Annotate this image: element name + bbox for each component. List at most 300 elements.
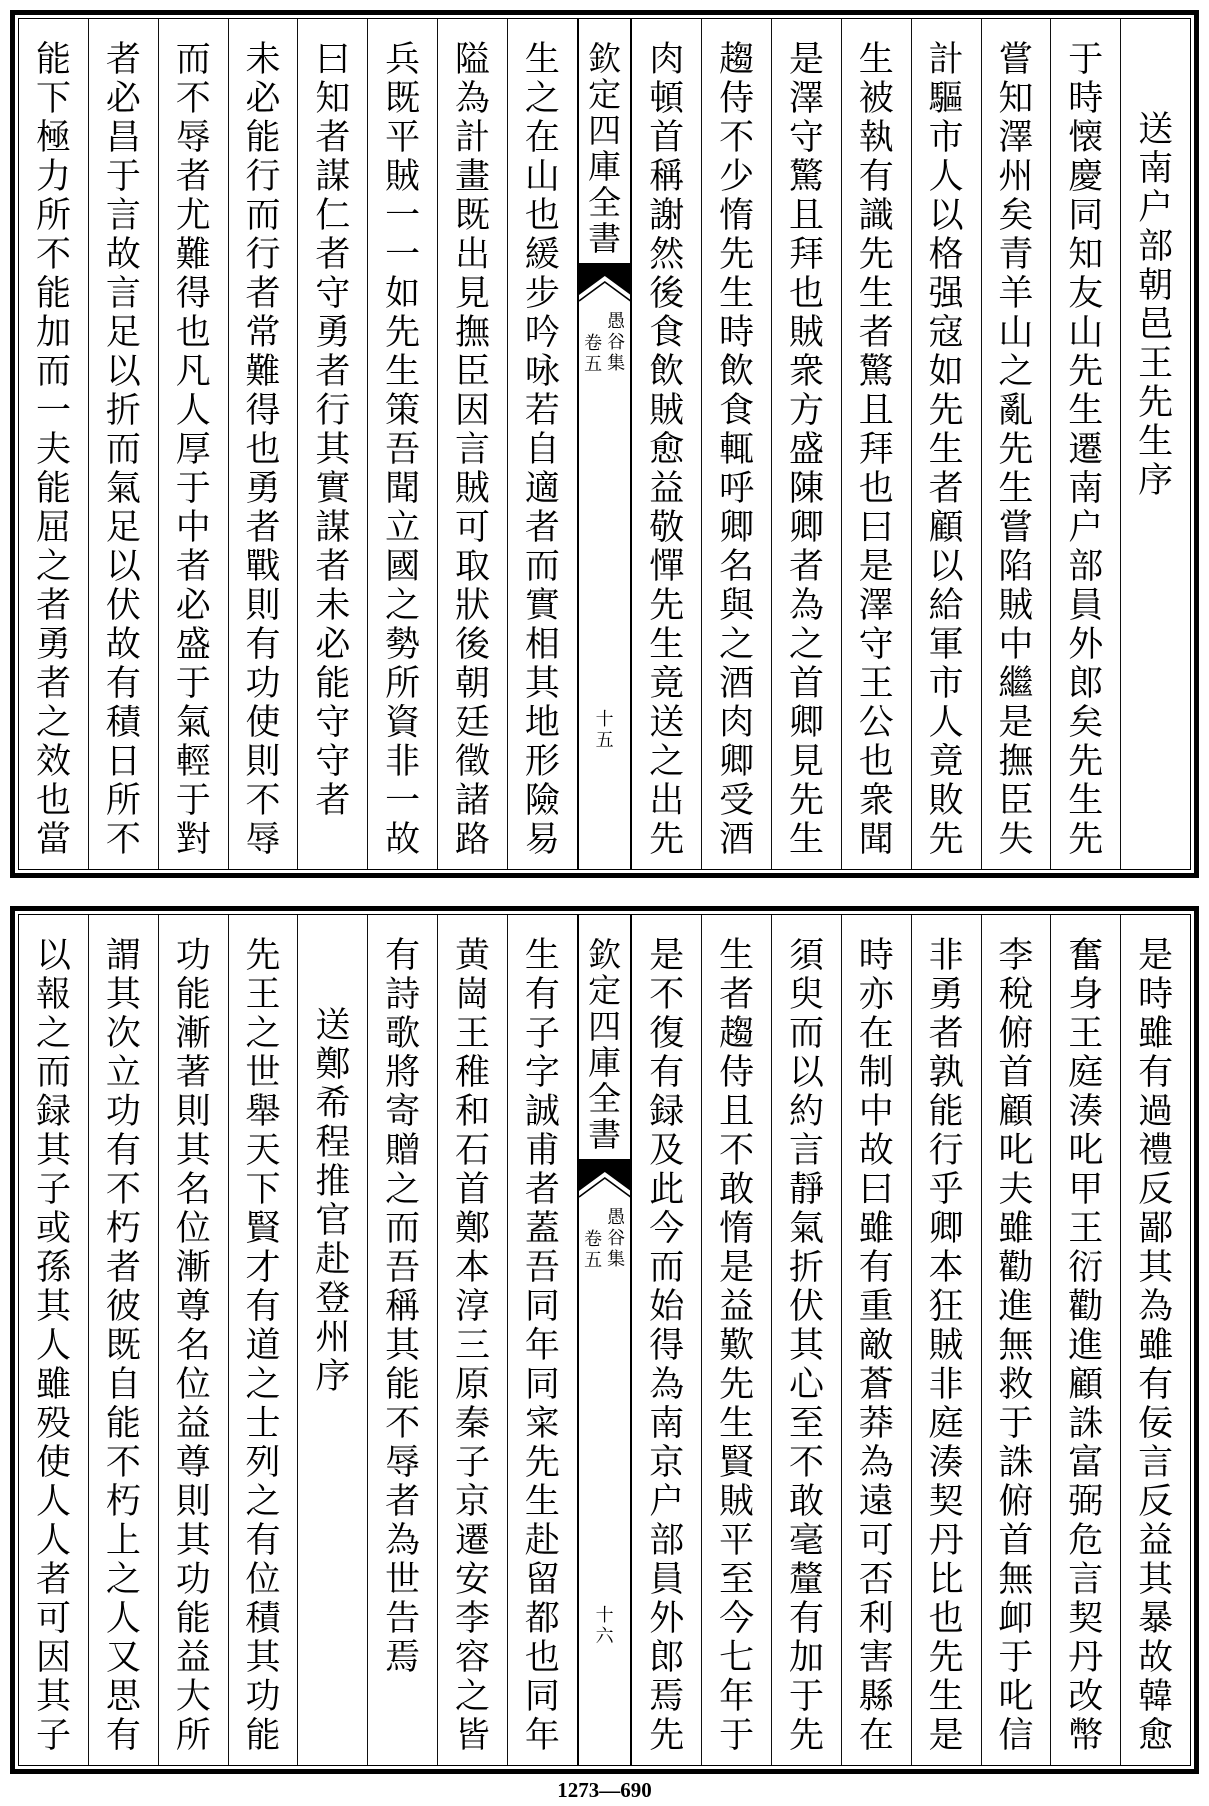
glyph: 先 bbox=[1068, 742, 1104, 782]
glyph: 靜 bbox=[788, 1170, 824, 1210]
glyph: 中 bbox=[858, 1092, 894, 1132]
glyph: 本 bbox=[928, 1248, 964, 1288]
glyph: 送 bbox=[1138, 110, 1174, 150]
glyph: 韓 bbox=[1138, 1677, 1174, 1717]
glyph: 漸 bbox=[175, 1248, 211, 1288]
glyph: 信 bbox=[998, 1716, 1034, 1756]
glyph: 留 bbox=[524, 1560, 560, 1600]
glyph: 陳 bbox=[788, 469, 824, 509]
glyph: 非 bbox=[928, 1365, 964, 1405]
glyph: 慶 bbox=[1068, 157, 1104, 197]
glyph: 否 bbox=[858, 1560, 894, 1600]
glyph: 其 bbox=[1138, 1248, 1174, 1288]
glyph: 時 bbox=[858, 936, 894, 976]
glyph: 者 bbox=[524, 508, 560, 548]
glyph: 也 bbox=[36, 781, 72, 821]
glyph: 京 bbox=[455, 1482, 491, 1522]
glyph: 賊 bbox=[719, 1482, 755, 1522]
glyph: 五 bbox=[595, 730, 614, 751]
glyph: 計 bbox=[455, 118, 491, 158]
glyph: 將 bbox=[385, 1053, 421, 1093]
glyph: 愚 bbox=[607, 311, 626, 332]
glyph: 無 bbox=[998, 1326, 1034, 1366]
glyph: 曰 bbox=[858, 508, 894, 548]
glyph: 而 bbox=[245, 196, 281, 236]
glyph: 言 bbox=[105, 274, 141, 314]
glyph: 必 bbox=[315, 625, 351, 665]
glyph: 以 bbox=[928, 196, 964, 236]
glyph: 生 bbox=[1068, 781, 1104, 821]
glyph: 利 bbox=[858, 1599, 894, 1639]
glyph: 曰 bbox=[315, 40, 351, 80]
text-column bbox=[981, 915, 1051, 1765]
glyph: 郎 bbox=[1068, 664, 1104, 704]
glyph: 仁 bbox=[315, 196, 351, 236]
glyph: 有 bbox=[245, 1521, 281, 1561]
glyph: 亦 bbox=[858, 975, 894, 1015]
glyph: 者 bbox=[315, 352, 351, 392]
glyph: 至 bbox=[719, 1560, 755, 1600]
glyph: 徵 bbox=[455, 742, 491, 782]
glyph: 王 bbox=[1068, 1014, 1104, 1054]
glyph: 次 bbox=[105, 1014, 141, 1054]
glyph: 本 bbox=[455, 1248, 491, 1288]
glyph: 敵 bbox=[858, 1326, 894, 1366]
glyph: 孰 bbox=[928, 1053, 964, 1093]
text-column bbox=[981, 19, 1051, 869]
glyph: 户 bbox=[649, 1482, 685, 1522]
glyph: 者 bbox=[245, 274, 281, 314]
glyph: 而 bbox=[649, 1248, 685, 1288]
glyph: 淳 bbox=[455, 1287, 491, 1327]
glyph: 資 bbox=[385, 703, 421, 743]
glyph: 雖 bbox=[858, 1209, 894, 1249]
glyph: 受 bbox=[719, 781, 755, 821]
glyph: 肉 bbox=[649, 40, 685, 80]
glyph: 故 bbox=[105, 235, 141, 275]
glyph: 先 bbox=[649, 1716, 685, 1756]
glyph: 彼 bbox=[105, 1287, 141, 1327]
glyph: 人 bbox=[175, 391, 211, 431]
glyph: 陷 bbox=[998, 547, 1034, 587]
glyph: 所 bbox=[385, 664, 421, 704]
glyph: 先 bbox=[928, 1638, 964, 1678]
glyph: 歌 bbox=[385, 1014, 421, 1054]
glyph: 折 bbox=[105, 391, 141, 431]
glyph: 弼 bbox=[1068, 1482, 1104, 1522]
glyph: 地 bbox=[524, 703, 560, 743]
glyph: 士 bbox=[245, 1404, 281, 1444]
glyph: 朽 bbox=[105, 1482, 141, 1522]
text-column bbox=[88, 19, 158, 869]
volume-label bbox=[583, 333, 603, 375]
glyph: 先 bbox=[649, 586, 685, 626]
glyph: 昌 bbox=[105, 118, 141, 158]
glyph: 輕 bbox=[175, 742, 211, 782]
volume-label bbox=[583, 1229, 603, 1271]
glyph: 誠 bbox=[524, 1092, 560, 1132]
glyph: 則 bbox=[245, 742, 281, 782]
glyph: 鄭 bbox=[315, 1045, 351, 1085]
text-column bbox=[841, 915, 911, 1765]
glyph: 書 bbox=[588, 1115, 622, 1154]
glyph: 竟 bbox=[649, 664, 685, 704]
glyph: 賊 bbox=[928, 1326, 964, 1366]
glyph: 庭 bbox=[928, 1404, 964, 1444]
glyph: 者 bbox=[315, 781, 351, 821]
glyph: 丹 bbox=[1068, 1638, 1104, 1678]
glyph: 其 bbox=[36, 1677, 72, 1717]
glyph: 辱 bbox=[385, 1443, 421, 1483]
glyph: 朝 bbox=[1138, 266, 1174, 306]
glyph: 飲 bbox=[649, 352, 685, 392]
glyph: 之 bbox=[788, 625, 824, 665]
glyph: 能 bbox=[105, 1404, 141, 1444]
glyph: 名 bbox=[719, 547, 755, 587]
glyph: 三 bbox=[455, 1326, 491, 1366]
glyph: 州 bbox=[998, 157, 1034, 197]
text-column bbox=[437, 915, 507, 1765]
glyph: 李 bbox=[998, 936, 1034, 976]
text-column bbox=[1120, 915, 1190, 1765]
center-strip bbox=[577, 915, 631, 1765]
glyph: 夫 bbox=[36, 430, 72, 470]
glyph: 平 bbox=[719, 1521, 755, 1561]
page-reference: 1273—690 bbox=[557, 1778, 652, 1802]
glyph: 驚 bbox=[858, 352, 894, 392]
glyph: 有 bbox=[649, 1053, 685, 1093]
glyph: 臣 bbox=[455, 352, 491, 392]
glyph: 子 bbox=[36, 1170, 72, 1210]
glyph: 王 bbox=[1068, 1209, 1104, 1249]
glyph: 山 bbox=[1068, 313, 1104, 353]
glyph: 先 bbox=[649, 820, 685, 860]
glyph: 狀 bbox=[455, 586, 491, 626]
glyph: 懐 bbox=[1068, 118, 1104, 158]
glyph: 顧 bbox=[1068, 1365, 1104, 1405]
glyph: 後 bbox=[455, 625, 491, 665]
glyph: 雖 bbox=[998, 1209, 1034, 1249]
glyph: 之 bbox=[649, 742, 685, 782]
glyph: 甲 bbox=[1068, 1170, 1104, 1210]
glyph: 員 bbox=[1068, 586, 1104, 626]
glyph: 生 bbox=[1068, 391, 1104, 431]
glyph: 酒 bbox=[719, 820, 755, 860]
glyph: 或 bbox=[36, 1209, 72, 1249]
fishtail-ornament bbox=[579, 1159, 631, 1199]
glyph: 在 bbox=[524, 118, 560, 158]
glyph: 欽 bbox=[588, 39, 622, 78]
glyph: 下 bbox=[245, 1170, 281, 1210]
glyph: 先 bbox=[1068, 820, 1104, 860]
glyph: 為 bbox=[649, 1365, 685, 1405]
glyph: 李 bbox=[455, 1599, 491, 1639]
glyph: 賢 bbox=[245, 1209, 281, 1249]
text-column bbox=[507, 19, 577, 869]
glyph: 盛 bbox=[175, 625, 211, 665]
glyph: 先 bbox=[928, 820, 964, 860]
glyph: 衍 bbox=[1068, 1248, 1104, 1288]
glyph: 寄 bbox=[385, 1092, 421, 1132]
glyph: 其 bbox=[788, 1326, 824, 1366]
glyph: 書 bbox=[588, 219, 622, 258]
glyph: 識 bbox=[858, 196, 894, 236]
glyph: 心 bbox=[788, 1365, 824, 1405]
glyph: 也 bbox=[858, 742, 894, 782]
glyph: 叱 bbox=[1068, 1131, 1104, 1171]
glyph: 謀 bbox=[315, 157, 351, 197]
glyph: 遷 bbox=[1068, 430, 1104, 470]
glyph: 凡 bbox=[175, 352, 211, 392]
glyph: 世 bbox=[385, 1560, 421, 1600]
text-column bbox=[367, 19, 437, 869]
glyph: 先 bbox=[524, 1443, 560, 1483]
glyph: 先 bbox=[788, 781, 824, 821]
glyph: 俯 bbox=[998, 1482, 1034, 1522]
glyph: 常 bbox=[245, 313, 281, 353]
glyph: 卿 bbox=[788, 508, 824, 548]
glyph: 其 bbox=[524, 664, 560, 704]
glyph: 王 bbox=[455, 1014, 491, 1054]
glyph: 録 bbox=[649, 1092, 685, 1132]
text-column bbox=[911, 19, 981, 869]
glyph: 折 bbox=[788, 1248, 824, 1288]
glyph: 時 bbox=[719, 313, 755, 353]
glyph: 先 bbox=[858, 235, 894, 275]
glyph: 執 bbox=[858, 118, 894, 158]
glyph: 于 bbox=[105, 157, 141, 197]
glyph: 勇 bbox=[928, 975, 964, 1015]
glyph: 自 bbox=[105, 1365, 141, 1405]
glyph: 實 bbox=[524, 586, 560, 626]
glyph: 位 bbox=[175, 1209, 211, 1249]
glyph: 于 bbox=[175, 469, 211, 509]
glyph: 實 bbox=[315, 469, 351, 509]
glyph: 與 bbox=[719, 586, 755, 626]
glyph: 卷 bbox=[584, 333, 603, 354]
glyph: 而 bbox=[385, 1209, 421, 1249]
glyph: 出 bbox=[455, 235, 491, 275]
glyph: 不 bbox=[105, 820, 141, 860]
glyph: 賊 bbox=[385, 157, 421, 197]
glyph: 人 bbox=[105, 1599, 141, 1639]
glyph: 有 bbox=[858, 1248, 894, 1288]
glyph: 之 bbox=[524, 79, 560, 119]
glyph: 後 bbox=[649, 274, 685, 314]
glyph: 七 bbox=[719, 1638, 755, 1678]
text-column bbox=[911, 915, 981, 1765]
glyph: 呼 bbox=[719, 469, 755, 509]
glyph: 氣 bbox=[175, 703, 211, 743]
glyph: 步 bbox=[524, 274, 560, 314]
text-column bbox=[1050, 915, 1120, 1765]
glyph: 臾 bbox=[788, 975, 824, 1015]
glyph: 以 bbox=[928, 547, 964, 587]
glyph: 食 bbox=[719, 391, 755, 431]
glyph: 功 bbox=[245, 1677, 281, 1717]
text-column bbox=[630, 915, 701, 1765]
glyph: 而 bbox=[36, 352, 72, 392]
glyph: 夫 bbox=[998, 1170, 1034, 1210]
glyph: 此 bbox=[649, 1170, 685, 1210]
glyph: 見 bbox=[788, 742, 824, 782]
glyph: 伏 bbox=[788, 1287, 824, 1327]
glyph: 秦 bbox=[455, 1404, 491, 1444]
text-column bbox=[19, 915, 88, 1765]
glyph: 之 bbox=[455, 1677, 491, 1717]
glyph: 南 bbox=[1068, 469, 1104, 509]
glyph: 竟 bbox=[928, 742, 964, 782]
glyph: 立 bbox=[105, 1053, 141, 1093]
glyph: 送 bbox=[649, 703, 685, 743]
glyph: 一 bbox=[385, 196, 421, 236]
glyph: 卿 bbox=[788, 703, 824, 743]
glyph: 于 bbox=[719, 1716, 755, 1756]
glyph: 有 bbox=[105, 664, 141, 704]
glyph: 和 bbox=[455, 1092, 491, 1132]
glyph: 録 bbox=[36, 1092, 72, 1132]
glyph: 崗 bbox=[455, 975, 491, 1015]
glyph: 形 bbox=[524, 742, 560, 782]
glyph: 嘗 bbox=[998, 40, 1034, 80]
glyph: 者 bbox=[788, 547, 824, 587]
glyph: 既 bbox=[455, 196, 491, 236]
glyph: 必 bbox=[245, 79, 281, 119]
glyph: 原 bbox=[455, 1365, 491, 1405]
glyph: 也 bbox=[245, 430, 281, 470]
glyph: 丹 bbox=[928, 1521, 964, 1561]
glyph: 及 bbox=[649, 1131, 685, 1171]
page-number bbox=[579, 709, 631, 751]
glyph: 之 bbox=[998, 352, 1034, 392]
glyph: 公 bbox=[858, 703, 894, 743]
glyph: 敢 bbox=[788, 1482, 824, 1522]
glyph: 生 bbox=[524, 40, 560, 80]
glyph: 賊 bbox=[788, 313, 824, 353]
glyph: 也 bbox=[858, 469, 894, 509]
glyph: 賊 bbox=[649, 391, 685, 431]
glyph: 才 bbox=[245, 1248, 281, 1288]
glyph: 之 bbox=[36, 547, 72, 587]
glyph: 道 bbox=[245, 1326, 281, 1366]
glyph: 邑 bbox=[1138, 305, 1174, 345]
glyph: 勇 bbox=[36, 625, 72, 665]
glyph: 王 bbox=[1138, 344, 1174, 384]
glyph: 失 bbox=[998, 820, 1034, 860]
glyph: 位 bbox=[175, 1365, 211, 1405]
glyph: 必 bbox=[175, 586, 211, 626]
glyph: 先 bbox=[788, 1716, 824, 1756]
glyph: 能 bbox=[245, 118, 281, 158]
glyph: 子 bbox=[524, 1014, 560, 1054]
glyph: 上 bbox=[105, 1521, 141, 1561]
glyph: 生 bbox=[524, 1482, 560, 1522]
text-column bbox=[228, 19, 298, 869]
glyph: 字 bbox=[524, 1053, 560, 1093]
glyph: 功 bbox=[245, 664, 281, 704]
glyph: 勇 bbox=[245, 469, 281, 509]
glyph: 能 bbox=[385, 1365, 421, 1405]
page-frame bbox=[18, 914, 1191, 1766]
glyph: 而 bbox=[175, 40, 211, 80]
glyph: 部 bbox=[1138, 227, 1174, 267]
glyph: 名 bbox=[175, 1326, 211, 1366]
glyph: 吾 bbox=[385, 1248, 421, 1288]
glyph: 而 bbox=[524, 547, 560, 587]
glyph: 不 bbox=[105, 1170, 141, 1210]
glyph: 趨 bbox=[719, 1014, 755, 1054]
glyph: 青 bbox=[998, 235, 1034, 275]
glyph: 行 bbox=[928, 1131, 964, 1171]
glyph: 五 bbox=[584, 354, 603, 375]
text-column bbox=[771, 19, 841, 869]
glyph: 誅 bbox=[998, 1443, 1034, 1483]
glyph: 十 bbox=[595, 1605, 614, 1626]
glyph: 則 bbox=[175, 1092, 211, 1132]
glyph: 酒 bbox=[719, 664, 755, 704]
glyph: 謂 bbox=[105, 936, 141, 976]
glyph: 不 bbox=[649, 975, 685, 1015]
glyph: 之 bbox=[719, 625, 755, 665]
glyph: 也 bbox=[928, 1599, 964, 1639]
glyph: 見 bbox=[455, 274, 491, 314]
glyph: 者 bbox=[524, 1170, 560, 1210]
glyph: 之 bbox=[105, 1560, 141, 1600]
glyph: 可 bbox=[455, 508, 491, 548]
glyph: 生 bbox=[928, 1677, 964, 1717]
glyph: 能 bbox=[36, 40, 72, 80]
glyph: 緩 bbox=[524, 235, 560, 275]
glyph: 一 bbox=[36, 391, 72, 431]
glyph: 谷 bbox=[607, 1228, 626, 1249]
glyph: 行 bbox=[315, 391, 351, 431]
glyph: 如 bbox=[928, 352, 964, 392]
glyph: 有 bbox=[1138, 1053, 1174, 1093]
glyph: 甫 bbox=[524, 1131, 560, 1171]
glyph: 首 bbox=[998, 1053, 1034, 1093]
glyph: 進 bbox=[998, 1287, 1034, 1327]
glyph: 為 bbox=[1138, 1287, 1174, 1327]
glyph: 知 bbox=[998, 79, 1034, 119]
glyph: 焉 bbox=[649, 1677, 685, 1717]
glyph: 集 bbox=[607, 353, 626, 374]
glyph: 之 bbox=[385, 1170, 421, 1210]
glyph: 庭 bbox=[1068, 1053, 1104, 1093]
glyph: 人 bbox=[36, 1482, 72, 1522]
glyph: 生 bbox=[1138, 422, 1174, 462]
text-column bbox=[701, 19, 771, 869]
glyph: 而 bbox=[105, 430, 141, 470]
glyph: 矣 bbox=[998, 196, 1034, 236]
glyph: 屈 bbox=[36, 508, 72, 548]
glyph: 亂 bbox=[998, 391, 1034, 431]
glyph: 詩 bbox=[385, 975, 421, 1015]
glyph: 侍 bbox=[719, 79, 755, 119]
glyph: 稱 bbox=[385, 1287, 421, 1327]
glyph: 員 bbox=[649, 1560, 685, 1600]
glyph: 郎 bbox=[649, 1638, 685, 1678]
glyph: 契 bbox=[1068, 1599, 1104, 1639]
glyph: 吟 bbox=[524, 313, 560, 353]
glyph: 都 bbox=[524, 1599, 560, 1639]
glyph: 使 bbox=[245, 703, 281, 743]
glyph: 同 bbox=[524, 1365, 560, 1405]
glyph: 一 bbox=[385, 235, 421, 275]
glyph: 序 bbox=[315, 1357, 351, 1397]
glyph: 全 bbox=[588, 183, 622, 222]
glyph: 方 bbox=[788, 391, 824, 431]
collection-title bbox=[579, 41, 631, 257]
